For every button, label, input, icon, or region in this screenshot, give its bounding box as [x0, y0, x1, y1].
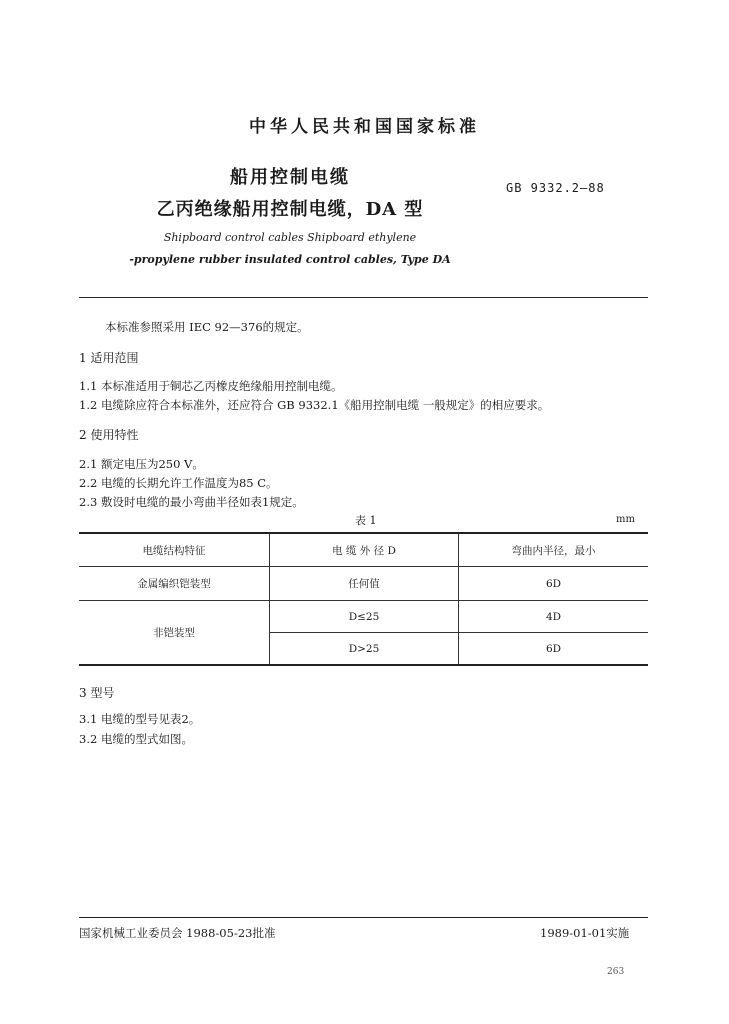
standard-number: GB 9332.2—88: [506, 181, 605, 195]
page-number: 263: [607, 967, 625, 977]
title-zh-line1: 船用控制电缆: [230, 167, 350, 188]
cell-feature: 金属编织铠装型: [79, 567, 270, 601]
cell-feature: 非铠装型: [79, 601, 270, 666]
section-3-title: 3 型号: [79, 686, 115, 700]
clause-2-2: 2.2 电缆的长期允许工作温度为85 C。: [79, 476, 278, 490]
cell-radius: 6D: [459, 567, 649, 601]
table-header-row: [79, 533, 648, 567]
table-row: [79, 567, 648, 601]
issuing-organization: 中华人民共和国国家标准: [249, 117, 480, 137]
header-structure: 电缆结构特征: [79, 533, 270, 567]
clause-3-2: 3.2 电缆的型式如图。: [79, 732, 193, 746]
header-radius: 弯曲内半径，最小: [459, 533, 649, 567]
cell-radius: 6D: [545, 642, 562, 655]
clause-2-1: 2.1 额定电压为250 V。: [79, 457, 204, 471]
title-zh-line2: 乙丙绝缘船用控制电缆，DA 型: [156, 199, 424, 220]
section-1-title: 1 适用范围: [79, 351, 139, 365]
table-1-unit: mm: [616, 514, 635, 525]
intro-text: 本标准参照采用 IEC 92—376的规定。: [105, 320, 309, 334]
clause-1-1: 1.1 本标准适用于铜芯乙丙橡皮绝缘船用控制电缆。: [79, 379, 343, 393]
approval-line: 国家机械工业委员会 1988-05-23批准: [79, 926, 276, 940]
title-en-line2: -propylene rubber insulated control cables, Type DA: [129, 253, 451, 266]
cell-diameter: D>25: [270, 633, 459, 666]
section-2-title: 2 使用特性: [79, 428, 139, 442]
table-1-title: 表 1: [355, 514, 377, 527]
bending-radius-table: [79, 532, 648, 666]
cell-diameter: D≤25: [270, 601, 459, 633]
clause-3-1: 3.1 电缆的型号见表2。: [79, 712, 201, 726]
header-divider: [79, 297, 648, 298]
title-en-line1: Shipboard control cables Shipboard ethylene: [163, 231, 417, 244]
footer-divider: [79, 917, 648, 918]
cell-diameter: 任何值: [270, 567, 459, 601]
clause-1-2: 1.2 电缆除应符合本标准外，还应符合 GB 9332.1《船用控制电缆 一般规定》的相应要求。: [79, 398, 550, 412]
header-diameter: 电 缆 外 径 D: [270, 533, 459, 567]
effective-date: 1989-01-01实施: [540, 926, 630, 940]
table-row: [79, 601, 648, 633]
clause-2-3: 2.3 敷设时电缆的最小弯曲半径如表1规定。: [79, 495, 304, 509]
cell-radius: 4D: [459, 601, 649, 633]
